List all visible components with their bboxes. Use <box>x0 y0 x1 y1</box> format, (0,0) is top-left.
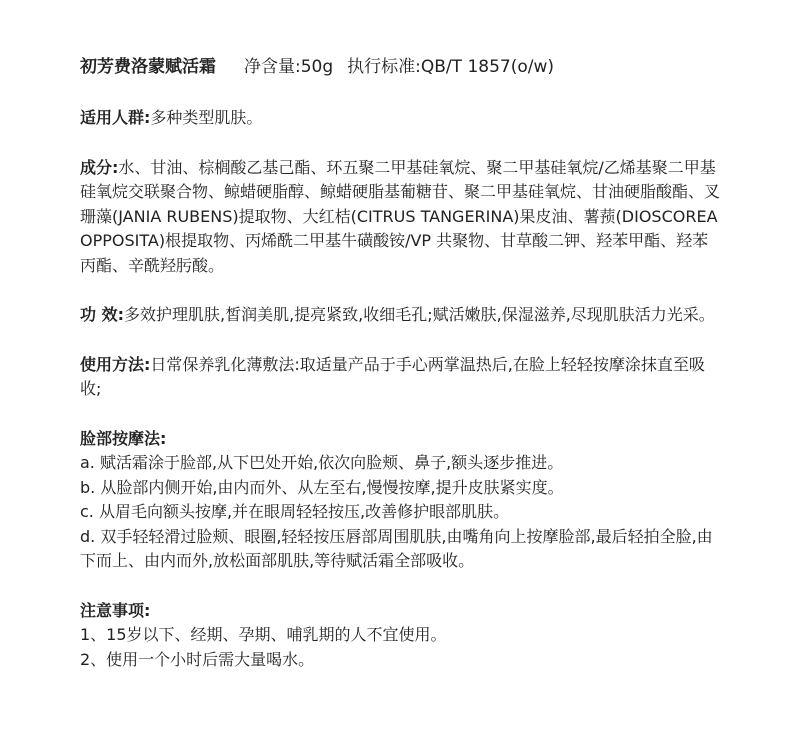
effects-label: 功 效: <box>80 305 124 324</box>
massage-step-c: c. 从眉毛向额头按摩,并在眼周轻轻按压,改善修护眼部肌肤。 <box>80 502 510 521</box>
massage-section <box>80 427 720 574</box>
suitable-label: 适用人群: <box>80 108 151 127</box>
suitable-section <box>80 106 720 131</box>
usage-label: 使用方法: <box>80 354 151 374</box>
header-row <box>80 54 720 80</box>
massage-heading: 脸部按摩法: <box>80 428 167 448</box>
ingredients-paragraph <box>80 156 720 279</box>
ingredients-text: 水、甘油、棕榈酸乙基己酯、环五聚二甲基硅氧烷、聚二甲基硅氧烷/乙烯基聚二甲基硅氧烷交联聚合物、鲸蜡硬脂醇、鲸蜡硬脂基葡糖苷、聚二甲基硅氧烷、甘油硬脂酸酯、叉珊藻(JANIA RUBENS)提取物、大红桔(CITRUS TANGERINA)果皮油、薯蓣(DIOSCOREA OPPOSITA)根提取物、丙烯酰二甲基牛磺酸铵/VP 共聚物、甘草酸二钾、羟苯甲酯、羟苯丙酯、辛酰羟肟酸。 <box>80 157 721 275</box>
execution-standard: 执行标准:QB/T 1857(o/w) <box>347 57 555 77</box>
product-name: 初芳费洛蒙赋活霜 <box>80 57 216 77</box>
suitable-paragraph <box>80 106 720 131</box>
massage-step-b: b. 从脸部内侧开始,由内而外、从左至右,慢慢按摩,提升皮肤紧实度。 <box>80 477 564 497</box>
effects-section <box>80 303 720 328</box>
usage-section <box>80 353 720 402</box>
suitable-text: 多种类型肌肤。 <box>150 108 263 127</box>
note-item-2: 2、使用一个小时后需大量喝水。 <box>80 649 315 669</box>
massage-steps-list <box>80 451 720 574</box>
notes-list <box>80 623 720 672</box>
usage-paragraph <box>80 353 720 402</box>
massage-step-a: a. 赋活霜涂于脸部,从下巴处开始,依次向脸颊、鼻子,额头逐步推进。 <box>80 453 564 472</box>
note-item-1: 1、15岁以下、经期、孕期、哺乳期的人不宜使用。 <box>80 625 447 644</box>
net-content: 净含量:50g <box>244 57 334 77</box>
notes-section <box>80 599 720 673</box>
effects-paragraph <box>80 303 720 328</box>
ingredients-label: 成分: <box>80 157 119 177</box>
effects-text: 多效护理肌肤,皙润美肌,提亮紧致,收细毛孔;赋活嫩肤,保湿滋养,尽现肌肤活力光采。 <box>123 305 715 324</box>
massage-step-d: d. 双手轻轻滑过脸颊、眼圈,轻轻按压唇部周围肌肤,由嘴角向上按摩脸部,最后轻拍全脸,由下而上、由内而外,放松面部肌肤,等待赋活霜全部吸收。 <box>80 526 713 570</box>
notes-heading: 注意事项: <box>80 600 151 620</box>
ingredients-section <box>80 156 720 279</box>
usage-text: 日常保养乳化薄敷法:取适量产品于手心两掌温热后,在脸上轻轻按摩涂抹直至吸收; <box>80 354 705 398</box>
